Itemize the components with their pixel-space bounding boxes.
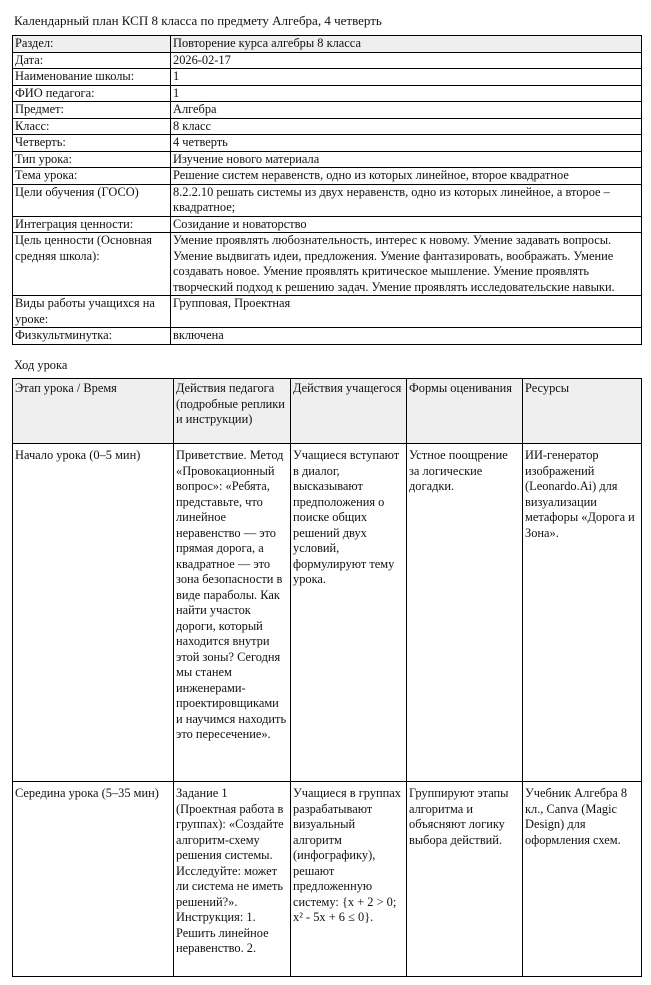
table-row [13, 69, 642, 86]
assessment-cell: Устное поощрение за логические догадки. [407, 444, 523, 782]
table-row [13, 102, 642, 119]
info-label: Тема урока: [13, 168, 171, 185]
lesson-flow-label: Ход урока [14, 358, 68, 372]
table-row [13, 52, 642, 69]
stage-cell: Середина урока (5–35 мин) [13, 782, 174, 977]
teacher-actions-cell: Приветствие. Метод «Провокационный вопрос»: «Ребята, представьте, что линейное неравенство — это прямая дорога, а квадратное — это зона безопасности в виде параболы. Как найти участок дороги, который находится внутри этой зоны? Сегодня мы станем инженерами-проектировщиками и научимся находить это пересечение». [174, 444, 291, 782]
table-row [13, 216, 642, 233]
column-header-stage: Этап урока / Время [13, 379, 174, 444]
info-label: Четверть: [13, 135, 171, 152]
table-row [13, 85, 642, 102]
table-row [13, 118, 642, 135]
teacher-actions-cell: Задание 1 (Проектная работа в группах): «Создайте алгоритм-схему решения системы. Исследуйте: может ли система не иметь решений?». Инструкция: 1. Решить линейное неравенство. 2. [174, 782, 291, 977]
info-value: Групповая, Проектная [171, 296, 642, 328]
info-label: Тип урока: [13, 151, 171, 168]
info-label: Цели обучения (ГОСО) [13, 184, 171, 216]
table-header-row [13, 379, 642, 444]
column-header-teacher: Действия педагога (подробные реплики и инструкции) [174, 379, 291, 444]
info-value: 2026-02-17 [171, 52, 642, 69]
info-label: Физкультминутка: [13, 328, 171, 345]
info-label: ФИО педагога: [13, 85, 171, 102]
page-title: Календарный план КСП 8 класса по предмету Алгебра, 4 четверть [14, 13, 382, 28]
info-value: 4 четверть [171, 135, 642, 152]
info-label: Цель ценности (Основная средняя школа): [13, 233, 171, 296]
info-label: Дата: [13, 52, 171, 69]
info-label: Класс: [13, 118, 171, 135]
table-row [13, 444, 642, 782]
info-value: 1 [171, 69, 642, 86]
info-value: 1 [171, 85, 642, 102]
info-value: Повторение курса алгебры 8 класса [171, 36, 642, 53]
student-actions-cell: Учащиеся вступают в диалог, высказывают предположения о поиске общих решений двух условий, формулируют тему урока. [291, 444, 407, 782]
table-row [13, 233, 642, 296]
table-row [13, 151, 642, 168]
assessment-cell: Группируют этапы алгоритма и объясняют логику выбора действий. [407, 782, 523, 977]
column-header-assessment: Формы оценивания [407, 379, 523, 444]
info-value: Созидание и новаторство [171, 216, 642, 233]
student-actions-cell: Учащиеся в группах разрабатывают визуальный алгоритм (инфографику), решают предложенную систему: {x + 2 > 0; x² - 5x + 6 ≤ 0}. [291, 782, 407, 977]
table-row [13, 36, 642, 53]
resources-cell: Учебник Алгебра 8 кл., Canva (Magic Design) для оформления схем. [523, 782, 642, 977]
info-value: Изучение нового материала [171, 151, 642, 168]
table-row [13, 168, 642, 185]
table-row [13, 135, 642, 152]
info-value: Алгебра [171, 102, 642, 119]
info-label: Виды работы учащихся на уроке: [13, 296, 171, 328]
stage-cell: Начало урока (0–5 мин) [13, 444, 174, 782]
table-row [13, 296, 642, 328]
info-value: Решение систем неравенств, одно из которых линейное, второе квадратное [171, 168, 642, 185]
info-value: 8 класс [171, 118, 642, 135]
column-header-student: Действия учащегося [291, 379, 407, 444]
info-label: Раздел: [13, 36, 171, 53]
table-row [13, 328, 642, 345]
table-row [13, 782, 642, 977]
info-label: Наименование школы: [13, 69, 171, 86]
info-value: 8.2.2.10 решать системы из двух неравенств, одно из которых линейное, а второе – квадратное; [171, 184, 642, 216]
info-label: Предмет: [13, 102, 171, 119]
info-value: включена [171, 328, 642, 345]
column-header-resources: Ресурсы [523, 379, 642, 444]
info-label: Интеграция ценности: [13, 216, 171, 233]
info-value: Умение проявлять любознательность, интерес к новому. Умение задавать вопросы. Умение выдвигать идеи, предложения. Умение фантазировать, воображать. Умение создавать новое. Умение проявлять критическое мышление. Умение проявлять творческий подход к решению задач. Умение проявлять исследовательские навыки. [171, 233, 642, 296]
table-row [13, 184, 642, 216]
resources-cell: ИИ-генератор изображений (Leonardo.Ai) для визуализации метафоры «Дорога и Зона». [523, 444, 642, 782]
lesson-info-table [12, 35, 642, 345]
lesson-flow-table [12, 378, 642, 977]
